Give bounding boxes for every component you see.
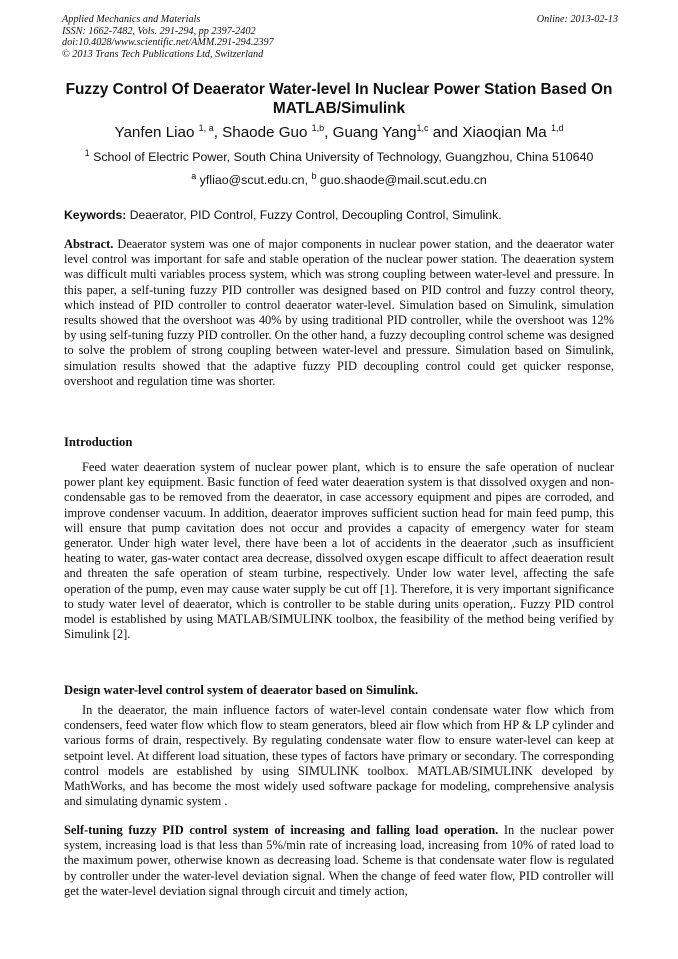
abstract-label: Abstract.	[64, 237, 114, 251]
paper-title: Fuzzy Control Of Deaerator Water-level In Nuclear Power Station Based On MATLAB/Simulink	[65, 81, 613, 117]
email-sup: a	[191, 170, 197, 181]
author-name: Xiaoqian Ma	[462, 124, 547, 141]
journal-name: Applied Mechanics and Materials	[62, 14, 201, 25]
author-sep: ,	[213, 124, 223, 141]
abstract-text: Deaerator system was one of major components in nuclear power station, and the deaerator water level control was important for safe and stable operation of the nuclear power station. The deaeration system was difficult multi variables process system, which was strong coupling between water-level and pressure. In this paper, a self-tuning fuzzy PID controller was designed based on PID control and fuzzy control theory, which instead of PID controller to control deaerator water-level. Simulation based on Simulink, simulation results showed that the overshoot was 40% by using traditional PID controller, while the overshoot was 12% by using self-tuning fuzzy PID controller. On the other hand, a fuzzy decoupling control scheme was designed to solve the problem of strong coupling between water-level and pressure. Simulation based on Simulink, simulation results showed that the adaptive fuzzy PID decoupling control could get quicker response, overshoot and regulation time was shorter.	[64, 237, 614, 388]
design-paragraph: In the deaerator, the main influence factors of water-level contain condensate water flow which from condensers, feed water flow which flow to steam generators, bleed air flow which from HP & LP cylinder and various forms of drain, respectively. By regulating condensate water flow to ensure water-level can keep at setpoint level. At different load situation, these types of factors have primary or secondary. The corresponding control models are established by using SIMULINK toolbox. MATLAB/SIMULINK developed by MathWorks, and has become the most widely used software package for modeling, comprehensive analysis and simulating dynamic system .	[64, 703, 614, 809]
affiliation-sup: 1	[84, 147, 90, 158]
email-sup: b	[311, 170, 317, 181]
email-line	[40, 170, 638, 187]
author-sup: 1,c	[416, 122, 429, 133]
journal-header	[62, 14, 618, 60]
selftuning-text: In the nuclear power system, increasing load is that less than 5%/min rate of increasing load, increasing from 10% of rated load to the maximum power, otherwise known as decreasing load. Scheme is that condensate water flow is regulated by controller under the water-level deviation signal. When the change of feed water flow, PID controller will get the water-level deviation signal through circuit and timely action,	[64, 823, 614, 898]
email-address: yfliao@scut.edu.cn,	[199, 173, 312, 187]
keywords-text: Deaerator, PID Control, Fuzzy Control, Decoupling Control, Simulink.	[129, 208, 502, 222]
copyright-line: © 2013 Trans Tech Publications Ltd, Switzerland	[62, 48, 264, 60]
introduction-heading: Introduction	[64, 435, 133, 449]
author-sep: and	[428, 124, 463, 141]
author-sep: ,	[324, 124, 333, 141]
author-sup: 1,d	[551, 122, 564, 133]
author-list	[40, 124, 638, 141]
issn-line: ISSN: 1662-7482, Vols. 291-294, pp 2397-2402	[62, 25, 256, 37]
affiliation	[40, 147, 638, 164]
design-heading: Design water-level control system of deaerator based on Simulink.	[64, 683, 419, 697]
keywords	[64, 208, 624, 222]
author-sup: 1,b	[311, 122, 325, 133]
author-name: Guang Yang	[332, 124, 417, 141]
introduction-paragraph: Feed water deaeration system of nuclear power plant, which is to ensure the safe operation of nuclear power plant key equipment. Basic function of feed water deaeration system is that dissolved oxygen and non-condensable gas to be removed from the deaerator, in case accessory equipment and pipes are corroded, and improve condenser vacuum. In addition, deaerator improves sufficient suction head for main feed pump, this will ensure that pump cavitation does not occur and provides a capacity of emergency water for steam generator. Under high water level, there have been a lot of accidents in the deaerator ,such as insufficient heating to water, gas-water contact area decrease, dissolved oxygen escape difficult to affect deaeration result and threaten the safe operation of steam turbine, respectively. Under low water level, affecting the safe operation of the pump, even may cause water supply be cut off [1]. Therefore, it is very important significance to study water level of deaerator, which is controller to be stable during units operation,. Fuzzy PID control model is established by using MATLAB/SIMULINK toolbox, the feasibility of the method being verified by Simulink [2].	[64, 460, 614, 642]
affiliation-text: School of Electric Power, South China University of Technology, Guangzhou, China 510640	[93, 150, 594, 164]
doi-line: doi:10.4028/www.scientific.net/AMM.291-294.2397	[62, 37, 274, 49]
author-name: Shaode Guo	[222, 124, 308, 141]
email-address: guo.shaode@mail.scut.edu.cn	[319, 173, 487, 187]
author-name: Yanfen Liao	[114, 124, 195, 141]
selftuning-heading: Self-tuning fuzzy PID control system of increasing and falling load operation.	[64, 823, 499, 837]
keywords-label: Keywords:	[64, 208, 127, 222]
online-date: Online: 2013-02-13	[536, 14, 618, 25]
author-sup: 1, a	[198, 122, 214, 133]
abstract	[64, 237, 614, 389]
selftuning-paragraph	[64, 823, 614, 899]
